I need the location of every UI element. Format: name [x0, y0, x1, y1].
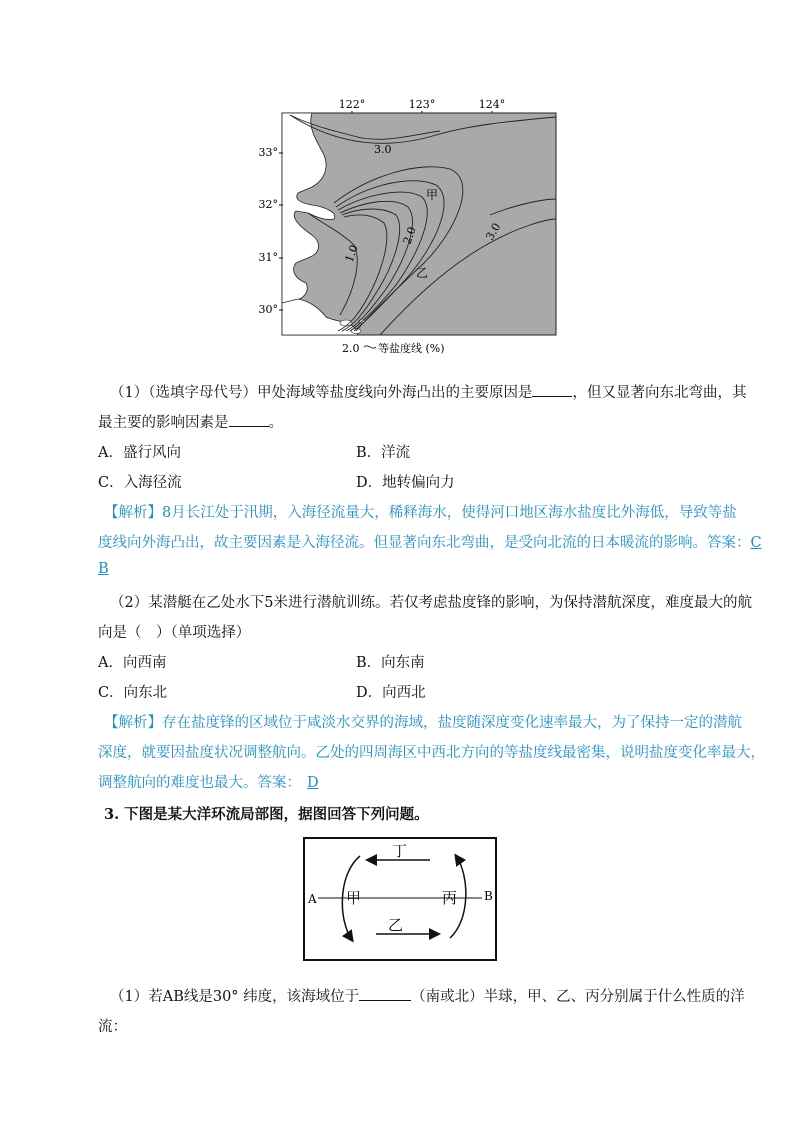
q2-option-d: D．向西北: [356, 685, 426, 701]
contour-label: 1.0: [342, 243, 361, 265]
sea-area: [282, 113, 556, 335]
q2-option-c: C．向东北: [98, 685, 168, 701]
q2-analysis-line1: [104, 711, 742, 732]
q2-analysis-text-1: 存在盐度锋的区域位于咸淡水交界的海域，盐度随深度变化速率最大，为了保持一定的潜航: [162, 715, 742, 731]
q1-stem-a: （1）（选填字母代号）甲处海域等盐度线向外海凸出的主要原因是: [110, 385, 533, 401]
place-label-jia: 甲: [426, 188, 439, 202]
lat-label: 33°: [258, 146, 278, 159]
q3-sub1-a: （1）若AB线是30° 纬度，该海域位于: [110, 989, 360, 1005]
legend-text: 等盐度线 (%): [378, 342, 445, 355]
place-label-yi: 乙: [416, 266, 429, 280]
q1-stem-c: 最主要的影响因素是: [98, 415, 229, 431]
q2-analysis-line2: 深度，就要因盐度状况调整航向。乙处的四周海区中西北方向的等盐度线最密集，说明盐度变化率最大，: [98, 745, 765, 761]
q1-analysis-line3: [98, 561, 109, 577]
salinity-map: [250, 95, 570, 360]
q2-answer: D: [307, 775, 319, 791]
label-a: A: [308, 892, 317, 906]
q1-stem-b: ，但又显著向东北弯曲，其: [572, 385, 747, 401]
contour-label: 3.0: [374, 143, 392, 156]
lat-label: 30°: [258, 303, 278, 316]
q1-blank-1[interactable]: [532, 382, 572, 397]
q1-option-c: C．入海径流: [98, 475, 182, 491]
q1-analysis-text-1: 8月长江处于汛期，入海径流量大，稀释海水，使得河口地区海水盐度比外海低，导致等盐: [162, 505, 737, 521]
q1-stem-line1: [110, 381, 746, 402]
q3-sub1-line2: 流：: [98, 1019, 127, 1035]
label-bing: 丙: [442, 889, 458, 907]
lon-label: 124°: [478, 98, 506, 111]
q1-analysis-line1: [104, 501, 737, 522]
q1-analysis-text-2: 度线向外海凸出，故主要因素是入海径流。但显著向东北弯曲，是受向北流的日本暖流的影响。答案：: [98, 535, 751, 551]
lon-label: 123°: [408, 98, 436, 111]
lat-label: 31°: [258, 251, 278, 264]
label-yi: 乙: [388, 916, 404, 934]
q1-answer-2: B: [98, 561, 109, 577]
q1-analysis-line2: [98, 531, 762, 552]
q2-stem-line1: （2）某潜艇在乙处水下5米进行潜航训练。若仅考虑盐度锋的影响，为保持潜航深度，难度最大的航: [110, 595, 752, 611]
label-ding: 丁: [392, 842, 408, 860]
q1-blank-2[interactable]: [229, 412, 269, 427]
contour-label: 3.0: [483, 220, 504, 243]
q2-analysis-text-3: 调整航向的难度也最大。答案：: [98, 775, 301, 791]
q1-option-b: B．洋流: [356, 445, 411, 461]
q1-stem-line2: [98, 411, 283, 432]
lon-label: 122°: [338, 98, 366, 111]
contour-label: 2.0: [400, 225, 419, 247]
q3-title: 3. 下图是某大洋环流局部图，据图回答下列问题。: [104, 806, 429, 823]
q2-stem-line2: 向是（ ）（单项选择）: [98, 625, 251, 641]
q2-option-b: B．向东南: [356, 655, 425, 671]
label-jia: 甲: [346, 889, 362, 907]
q1-answer-1: C: [750, 535, 762, 551]
q3-sub1-b: （南或北）半球，甲、乙、丙分别属于什么性质的洋: [411, 989, 745, 1005]
q1-stem-d: 。: [268, 415, 283, 431]
legend-value: 2.0: [342, 342, 360, 355]
label-b: B: [484, 889, 493, 903]
legend-line: [364, 346, 376, 348]
q1-analysis-tag: 【解析】: [104, 505, 162, 521]
lat-label: 32°: [258, 198, 278, 211]
q2-option-a: A．向西南: [98, 655, 167, 671]
q3-sub1-line1: [110, 985, 745, 1006]
q1-option-d: D．地转偏向力: [356, 475, 455, 491]
q1-option-a: A．盛行风向: [98, 445, 181, 461]
q2-analysis-line3: [98, 771, 325, 792]
q3-blank[interactable]: [359, 986, 411, 1001]
q2-analysis-tag: 【解析】: [104, 715, 162, 731]
ocean-circulation-diagram: [300, 834, 500, 964]
